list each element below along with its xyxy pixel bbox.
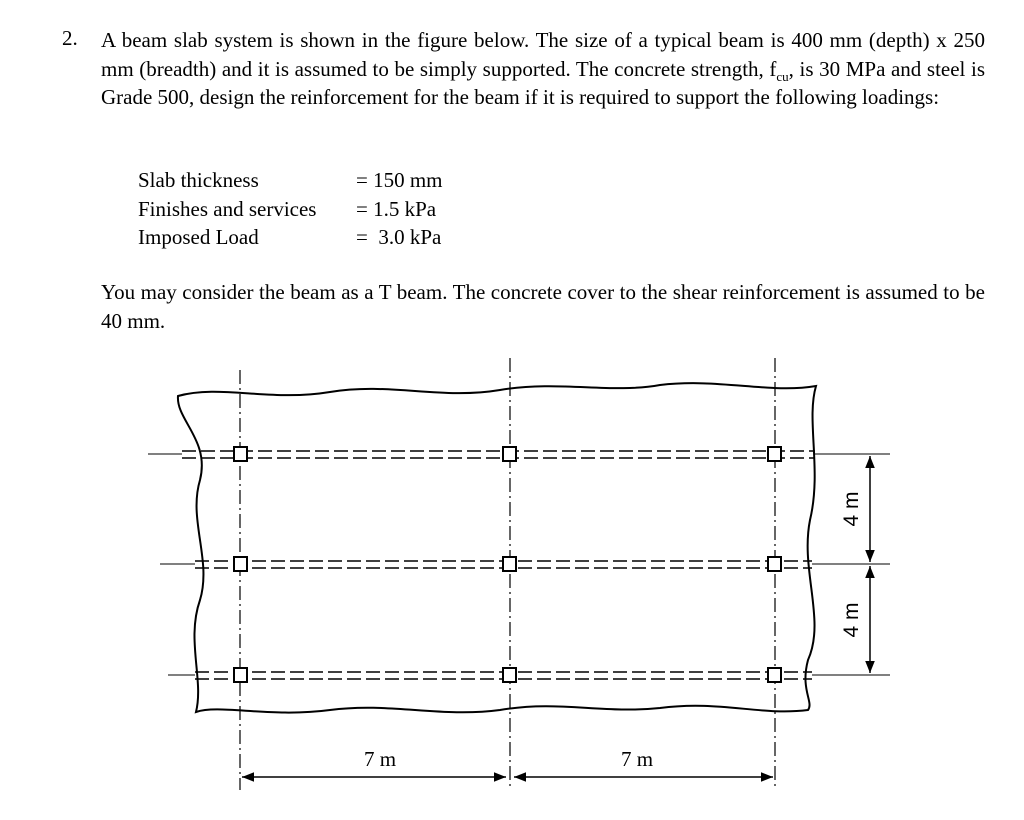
fcu-subscript: cu — [776, 68, 789, 84]
column — [234, 447, 247, 461]
question-text-part-1: A beam slab system is shown in the figure below. The size of a typical beam is 400 mm (depth) x 250 mm (breadth) and it is assumed to be simply supported. The concrete strength, f — [101, 28, 985, 81]
columns — [234, 447, 781, 682]
column — [768, 447, 781, 461]
column — [503, 668, 516, 682]
column — [768, 557, 781, 571]
loading-label: Imposed Load — [138, 225, 259, 249]
question-text — [101, 26, 985, 112]
loading-value: = 1.5 kPa — [356, 196, 437, 221]
column — [234, 668, 247, 682]
spacing-bottom-label: 4 m — [840, 602, 863, 638]
column — [503, 447, 516, 461]
spacing-top-label: 4 m — [840, 491, 863, 527]
column — [768, 668, 781, 682]
beam-lines — [182, 451, 815, 679]
span-right-label: 7 m — [620, 747, 654, 771]
loading-label: Finishes and services — [138, 196, 317, 221]
loading-row — [138, 223, 443, 252]
question-text-part-2: , is 30 MPa and steel is Grade 500, design the reinforcement for the beam if it is required to support the following loadings: — [101, 56, 985, 109]
loading-value: = 150 mm — [356, 168, 443, 192]
loading-row — [138, 195, 443, 224]
slab-outline — [178, 383, 816, 712]
column-gridlines — [240, 358, 775, 790]
span-left-label: 7 m — [363, 747, 397, 771]
loading-value: = 3.0 kPa — [356, 225, 442, 249]
note-text: You may consider the beam as a T beam. The concrete cover to the shear reinforcement is assumed to be 40 mm. — [101, 280, 985, 333]
column — [503, 557, 516, 571]
beam-slab-plan-figure — [0, 340, 1024, 820]
question-number: 2. — [62, 26, 78, 50]
loadings-table — [138, 166, 443, 252]
loading-row — [138, 166, 443, 195]
column — [234, 557, 247, 571]
loading-label: Slab thickness — [138, 168, 259, 192]
